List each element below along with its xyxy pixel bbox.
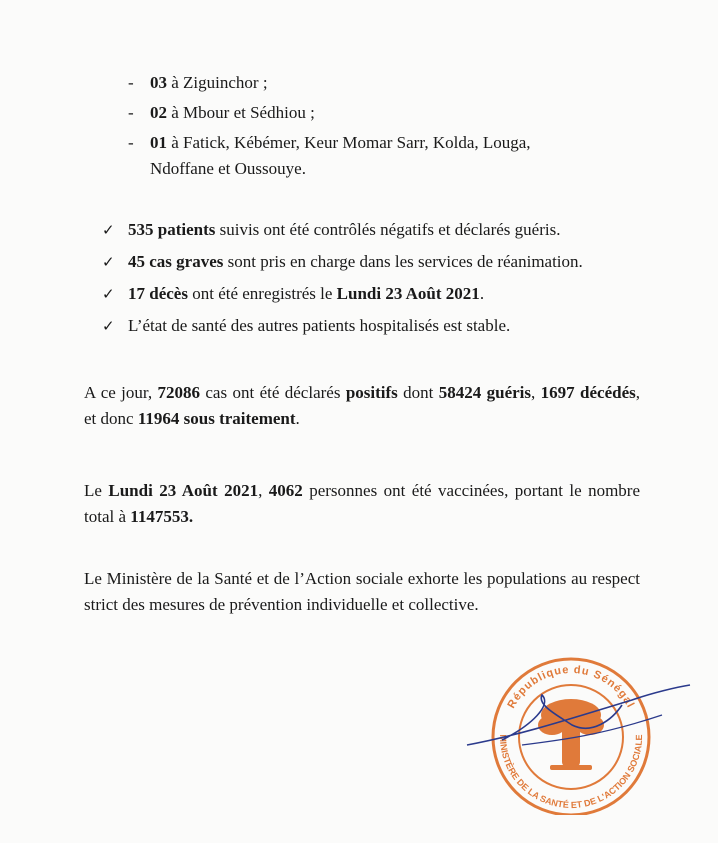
check-item-deaths: ✓ 17 décès ont été enregistrés le Lundi 23 Août 2021. — [102, 282, 642, 306]
list-item: - 02 à Mbour et Sédhiou ; — [128, 103, 315, 122]
list-item: - 03 à Ziguinchor ; — [128, 73, 268, 92]
vaccination-paragraph: Le Lundi 23 Août 2021, 4062 personnes ont été vaccinées, portant le nombre total à 1147553. — [84, 481, 641, 526]
stamp-top-text: République du Sénégal — [505, 663, 637, 711]
region-list — [128, 70, 648, 186]
checkmark-icon: ✓ — [102, 317, 115, 335]
check-item-stable: ✓ L’état de santé des autres patients hospitalisés est stable. — [102, 314, 642, 338]
checkmark-icon: ✓ — [102, 221, 115, 239]
summary-paragraph: A ce jour, 72086 cas ont été déclarés positifs dont 58424 guéris, 1697 décédés, et donc 11964 sous traitement. — [84, 383, 640, 428]
stamp-bottom-text: MINISTÈRE DE LA SANTÉ ET DE L'ACTION SOCIALE — [497, 734, 645, 811]
status-checklist — [102, 218, 642, 346]
list-item: - 01 à Fatick, Kébémer, Keur Momar Sarr, Kolda, Louga, Ndoffane et Oussouye. — [128, 133, 531, 178]
check-item-recovered: ✓ 535 patients suivis ont été contrôlés négatifs et déclarés guéris. — [102, 218, 642, 242]
checkmark-icon: ✓ — [102, 285, 115, 303]
ministry-stamp-seal — [462, 645, 692, 815]
check-item-severe: ✓ 45 cas graves sont pris en charge dans les services de réanimation. — [102, 250, 642, 274]
checkmark-icon: ✓ — [102, 253, 115, 271]
closing-paragraph: Le Ministère de la Santé et de l’Action sociale exhorte les populations au respect strict des mesures de prévention individuelle et collective. — [84, 569, 640, 614]
